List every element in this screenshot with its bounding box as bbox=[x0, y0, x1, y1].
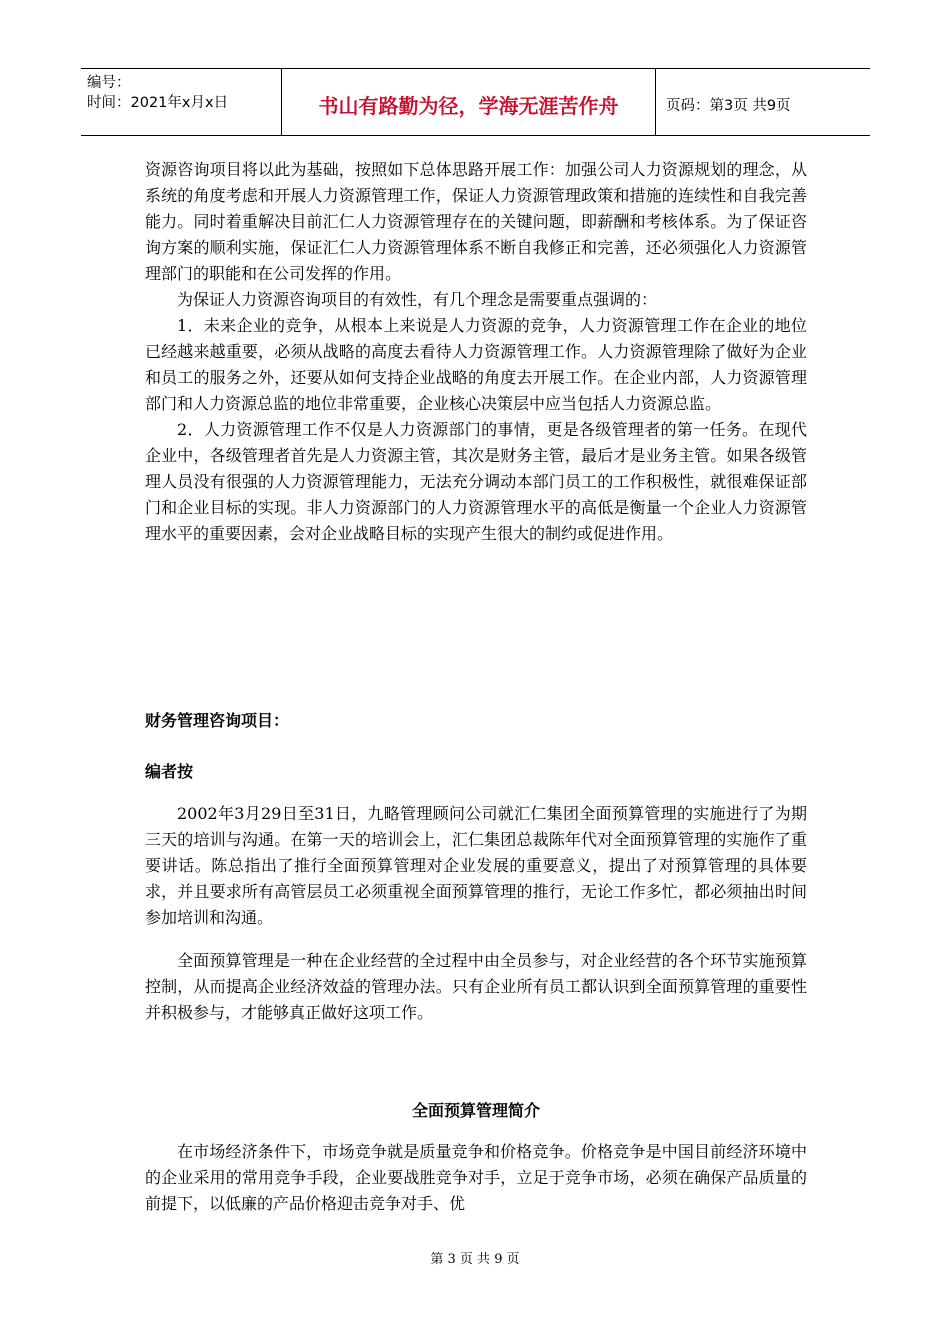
document-number-label: 编号： bbox=[87, 75, 131, 91]
section-finance-text bbox=[145, 801, 807, 931]
section-hr-text bbox=[145, 157, 807, 547]
editor-note-heading: 编者按 bbox=[145, 762, 194, 781]
section-title-finance: 财务管理咨询项目： bbox=[145, 711, 290, 730]
section-title-budget: 全面预算管理简介 bbox=[411, 1101, 540, 1120]
section-budget-text bbox=[145, 1139, 807, 1217]
header-page-number: 页码：第3页 共9页 bbox=[666, 97, 791, 114]
paragraph: 2002年3月29日至31日，九略管理顾问公司就汇仁集团全面预算管理的实施进行了为期三天的培训与沟通。在第一天的培训会上，汇仁集团总裁陈年代对全面预算管理的实施作了重要讲话。陈总指出了推行全面预算管理对企业发展的重要意义，提出了对预算管理的具体要求，并且要求所有高管层员工必须重视全面预算管理的推行，无论工作多忙，都必须抽出时间参加培训和沟通。 bbox=[145, 804, 807, 927]
document-date-label: 时间：2021年x月x日 bbox=[87, 95, 229, 111]
paragraph: 全面预算管理是一种在企业经营的全过程中由全员参与，对企业经营的各个环节实施预算控制，从而提高企业经济效益的管理办法。只有企业所有员工都认识到全面预算管理的重要性并积极参与，才能够真正做好这项工作。 bbox=[145, 951, 807, 1022]
page-header bbox=[81, 68, 870, 136]
paragraph: 1．未来企业的竞争，从根本上来说是人力资源的竞争，人力资源管理工作在企业的地位已经越来越重要，必须从战略的高度去看待人力资源管理工作。人力资源管理除了做好为企业和员工的服务之外，还要从如何支持企业战略的角度去开展工作。在企业内部，人力资源管理部门和人力资源总监的地位非常重要，企业核心决策层中应当包括人力资源总监。 bbox=[145, 316, 807, 413]
section-finance-text-2 bbox=[145, 948, 807, 1026]
paragraph: 在市场经济条件下，市场竞争就是质量竞争和价格竞争。价格竞争是中国目前经济环境中的企业采用的常用竞争手段，企业要战胜竞争对手，立足于竞争市场，必须在确保产品质量的前提下，以低廉的产品价格迎击竞争对手、优 bbox=[145, 1142, 807, 1213]
paragraph: 为保证人力资源咨询项目的有效性，有几个理念是需要重点强调的： bbox=[177, 290, 658, 309]
header-motto: 书山有路勤为径，学海无涯苦作舟 bbox=[282, 69, 656, 135]
header-info bbox=[81, 69, 282, 135]
paragraph: 资源咨询项目将以此为基础，按照如下总体思路开展工作：加强公司人力资源规划的理念，从系统的角度考虑和开展人力资源管理工作，保证人力资源管理政策和措施的连续性和自我完善能力。同时着重解决目前汇仁人力资源管理存在的关键问题，即薪酬和考核体系。为了保证咨询方案的顺利实施，保证汇仁人力资源管理体系不断自我修正和完善，还必须强化人力资源管理部门的职能和在公司发挥的作用。 bbox=[145, 160, 807, 283]
paragraph: 2．人力资源管理工作不仅是人力资源部门的事情，更是各级管理者的第一任务。在现代企业中，各级管理者首先是人力资源主管，其次是财务主管，最后才是业务主管。如果各级管理人员没有很强的人力资源管理能力，无法充分调动本部门员工的工作积极性，就很难保证部门和企业目标的实现。非人力资源部门的人力资源管理水平的高低是衡量一个企业人力资源管理水平的重要因素，会对企业战略目标的实现产生很大的制约或促进作用。 bbox=[145, 420, 807, 543]
page-footer: 第 3 页 共 9 页 bbox=[430, 1252, 520, 1267]
